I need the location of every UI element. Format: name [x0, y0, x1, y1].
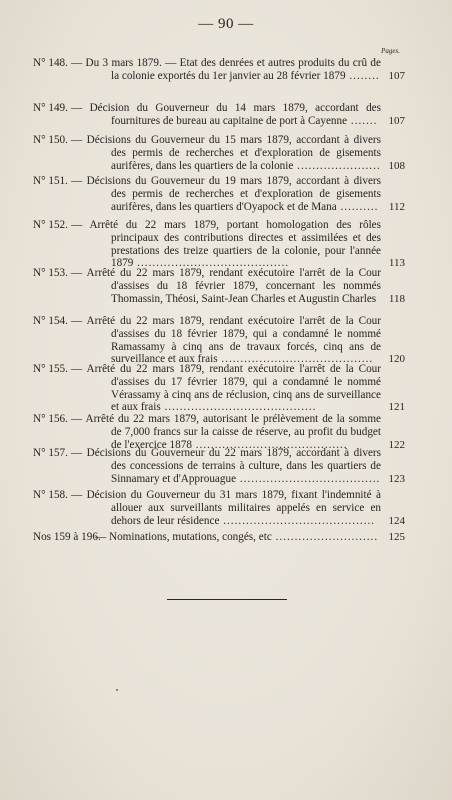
toc-entry — [33, 267, 403, 305]
toc-entry — [33, 315, 403, 366]
entry-description — [71, 267, 403, 305]
entry-description — [71, 175, 403, 213]
entry-description — [71, 102, 403, 128]
entry-text: — Nominations, mutations, congés, etc — [95, 531, 272, 543]
toc-entry — [33, 219, 403, 270]
dot-leader: ....... — [347, 114, 378, 127]
entry-page-number: 118 — [388, 292, 405, 305]
entry-text: — Arrêté du 22 mars 1879, portant homologation des rôles principaux des contributions directes et assimilées et des prestations des treize quartiers de la colonie, pour l'année 1879 — [71, 219, 381, 270]
entry-description — [71, 447, 403, 485]
entry-text: — Arrêté du 22 mars 1879, autorisant le prélèvement de la somme de 7,000 francs sur la caisse de réserve, au profit du budget de l'exercice 1878 — [71, 413, 381, 451]
entry-description — [71, 315, 403, 366]
entry-number: N° 151. — [33, 175, 68, 187]
dot-leader: .......... — [336, 200, 379, 213]
paper-speck — [116, 689, 118, 691]
entry-text: — Décisions du Gouverneur du 19 mars 1879, accordant à divers des permis de recherches et d'exploration de gisements aurifères, dans les quartiers d'Oyapock et de Mana — [71, 175, 381, 213]
entry-number: N° 150. — [33, 134, 68, 146]
entry-number: N° 153. — [33, 267, 68, 279]
entry-description — [71, 413, 403, 451]
pages-column-label: Pages. — [381, 47, 400, 55]
entry-page-number: 112 — [388, 200, 405, 213]
entry-text: — Décisions du Gouverneur du 22 mars 1879, accordant à divers des concessions de terrains à culture, dans les quartiers de Sinnamary et d'Approuague — [71, 447, 381, 485]
entry-page-number: 125 — [388, 531, 405, 543]
entry-page-number: 120 — [388, 353, 405, 366]
entry-text: — Décisions du Gouverneur du 15 mars 1879, accordant à divers des permis de recherches et d'exploration de gisements aurifères, dans les quartiers de la colonie — [71, 134, 381, 172]
entry-page-number: 124 — [388, 514, 405, 527]
entry-description — [71, 489, 403, 527]
entry-description — [71, 219, 403, 270]
dot-leader: ........................................ — [219, 514, 376, 527]
entry-number: N° 158. — [33, 489, 68, 501]
toc-entry — [33, 363, 403, 414]
entry-text: — Décision du Gouverneur du 14 mars 1879, accordant des fournitures de bureau au capitaine de port à Cayenne — [71, 102, 381, 127]
entry-page-number: 107 — [388, 69, 405, 82]
entry-number: N° 148. — [33, 57, 68, 69]
entry-number: Nos 159 à 196. — [33, 531, 101, 543]
dot-leader: ...................... — [293, 159, 381, 172]
toc-entry — [33, 102, 403, 128]
entry-number: N° 157. — [33, 447, 68, 459]
toc-entry — [33, 447, 403, 485]
dot-leader: ........ — [345, 69, 380, 82]
entry-description — [71, 134, 403, 172]
entry-text: — Du 3 mars 1879. — Etat des denrées et autres produits du crû de la colonie exportés du 1er janvier au 28 février 1879 — [71, 57, 381, 82]
dot-leader: ........................... — [271, 531, 379, 543]
entry-page-number: 108 — [388, 159, 405, 172]
entry-page-number: 122 — [388, 438, 405, 451]
dot-leader: ........................................ — [217, 353, 374, 366]
entry-description — [71, 363, 403, 414]
entry-number: N° 156. — [33, 413, 68, 425]
entry-page-number: 123 — [388, 472, 405, 485]
entry-text: — Arrêté du 22 mars 1879, rendant exécutoire l'arrêt de la Cour d'assises du 17 février 1879, qui a condamné le nommé Vérassamy à cinq ans de réclusion, cinq ans de surveillance et aux frais — [71, 363, 381, 414]
page-number: — 90 — — [198, 16, 254, 32]
toc-entry — [33, 413, 403, 451]
toc-entry — [33, 134, 403, 172]
horizontal-divider — [167, 599, 287, 600]
toc-entry — [33, 57, 403, 83]
dot-leader: ..................................... — [236, 472, 381, 485]
entry-text: — Arrêté du 22 mars 1879, rendant exécutoire l'arrêt de la Cour d'assises du 18 février 1879, concernant les nommés Thomassin, Théosi, Saint-Jean Charles et Augustin Charles — [71, 267, 381, 305]
dot-leader: ........................................ — [160, 401, 317, 414]
entry-text: — Décision du Gouverneur du 31 mars 1879, fixant l'indemnité à allouer aux surveillants militaires appelés en service en dehors de leur résidence — [71, 489, 381, 527]
toc-entry — [33, 531, 403, 544]
entry-text: — Arrêté du 22 mars 1879, rendant exécutoire l'arrêt de la Cour d'assises du 18 février 1879, qui a condamné le nommé Ramassamy à cinq ans de travaux forcés, cinq ans de surveillance et aux frais — [71, 315, 381, 366]
entry-number: N° 155. — [33, 363, 68, 375]
entry-page-number: 107 — [388, 114, 405, 127]
entry-page-number: 121 — [388, 401, 405, 414]
toc-entry — [33, 175, 403, 213]
entry-number: N° 152. — [33, 219, 68, 231]
dot-leader: ........................................ — [191, 438, 348, 451]
entry-description — [71, 57, 403, 83]
entry-number: N° 154. — [33, 315, 68, 327]
entry-page-number: 113 — [388, 257, 405, 270]
dot-leader: ........................................ — [133, 257, 290, 270]
toc-entry — [33, 489, 403, 527]
entry-number: N° 149. — [33, 102, 68, 114]
